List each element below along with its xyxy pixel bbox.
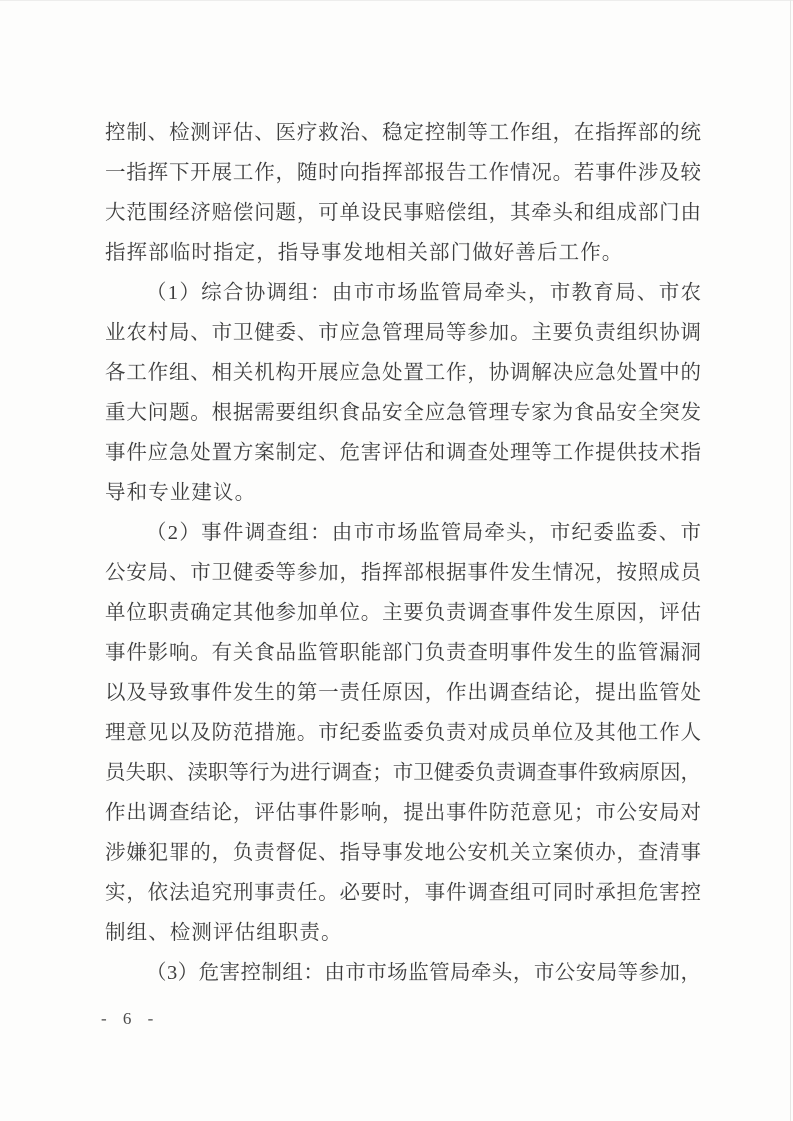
paragraph <box>105 273 701 513</box>
text-line: 各工作组、相关机构开展应急处置工作，协调解决应急处置中的 <box>105 362 701 384</box>
text-line: 以及导致事件发生的第一责任原因，作出调查结论，提出监管处 <box>105 682 701 704</box>
paragraph <box>105 113 701 273</box>
text-line: 公安局、市卫健委等参加，指挥部根据事件发生情况，按照成员 <box>105 562 701 584</box>
text-line: 作出调查结论，评估事件影响，提出事件防范意见；市公安局对 <box>105 802 701 824</box>
text-line: 业农村局、市卫健委、市应急管理局等参加。主要负责组织协调 <box>105 322 701 344</box>
text-line: （2）事件调查组：由市市场监管局牵头，市纪委监委、市 <box>146 522 701 544</box>
text-line: 单位职责确定其他参加单位。主要负责调查事件发生原因，评估 <box>105 602 701 624</box>
paragraph <box>105 513 701 953</box>
page-number: - 6 - <box>101 1009 160 1028</box>
text-line: 事件应急处置方案制定、危害评估和调查处理等工作提供技术指 <box>105 442 701 464</box>
text-line: 控制、检测评估、医疗救治、稳定控制等工作组，在指挥部的统 <box>105 122 701 144</box>
paragraph <box>105 953 701 993</box>
scan-edge-right <box>790 0 791 1121</box>
text-line: 大范围经济赔偿问题，可单设民事赔偿组，其牵头和组成部门由 <box>105 202 701 224</box>
text-line: 实，依法追究刑事责任。必要时，事件调查组可同时承担危害控 <box>105 882 701 904</box>
text-line: 理意见以及防范措施。市纪委监委负责对成员单位及其他工作人 <box>105 722 701 744</box>
text-line: 一指挥下开展工作，随时向指挥部报告工作情况。若事件涉及较 <box>105 162 701 184</box>
text-line: 指挥部临时指定，指导事发地相关部门做好善后工作。 <box>105 242 624 264</box>
text-line: 涉嫌犯罪的，负责督促、指导事发地公安机关立案侦办，查清事 <box>105 842 701 864</box>
text-line: 事件影响。有关食品监管职能部门负责查明事件发生的监管漏洞 <box>105 642 701 664</box>
text-line: （1）综合协调组：由市市场监管局牵头，市教育局、市农 <box>146 282 701 304</box>
scan-edge-top <box>0 0 793 1</box>
text-line: 制组、检测评估组职责。 <box>105 922 343 944</box>
document-body <box>105 113 701 993</box>
text-line: 重大问题。根据需要组织食品安全应急管理专家为食品安全突发 <box>105 402 701 424</box>
text-line: 导和专业建议。 <box>105 482 257 504</box>
text-line: （3）危害控制组：由市市场监管局牵头，市公安局等参加， <box>146 962 701 984</box>
text-line: 员失职、渎职等行为进行调查；市卫健委负责调查事件致病原因， <box>105 762 701 784</box>
